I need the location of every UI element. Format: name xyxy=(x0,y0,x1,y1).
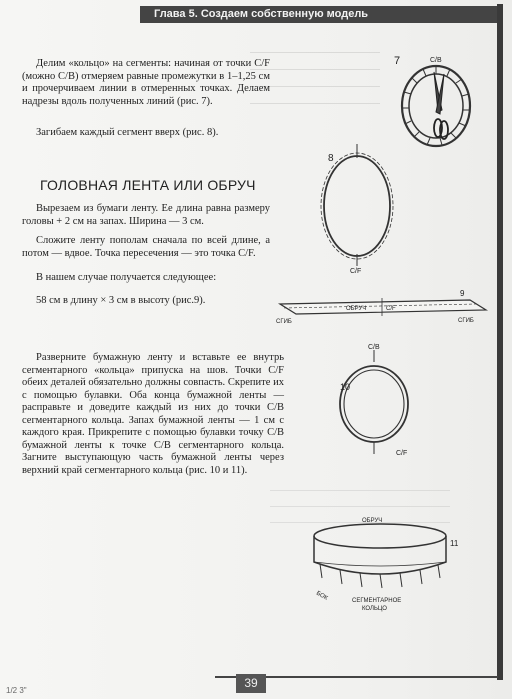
figure-9-label-left: СГИБ xyxy=(276,319,292,325)
figure-9-label-right: СГИБ xyxy=(458,318,474,324)
corner-mark: 1/2 3" xyxy=(6,686,27,695)
right-page-border xyxy=(497,4,503,680)
figure-10-label-cf: С/F xyxy=(396,450,408,457)
figure-9-number: 9 xyxy=(460,289,465,298)
page-number: 39 xyxy=(236,674,266,693)
figure-8-label-cf: С/F xyxy=(350,268,362,275)
figure-10-number: 10 xyxy=(340,382,351,392)
figure-11-label-top: ОБРУЧ xyxy=(362,518,383,524)
figure-9-label-center2: С/F xyxy=(386,306,396,312)
figure-11 xyxy=(300,508,480,618)
figure-9-label-center1: ОБРУЧ xyxy=(346,306,367,312)
figure-8 xyxy=(316,140,406,280)
paragraph-fold-strip: Сложите ленту пополам сначала по всей длине, а потом — вдвое. Точка пересечения — это точка С/F. xyxy=(22,235,270,259)
paragraph-assemble: Разверните бумажную ленту и вставьте ее внутрь сегментарного «кольца» припуска на шов. Точки С/F обеих деталей обязательно должны совпасть. Скрепите их с помощью булавки. Оба конца бумажной ленты — расправьте и доведите каждый из них до точки С/В сегментарного кольца. Запах бумажной ленты — 1 см с каждого края. Прикрепите с помощью булавки точку С/В бумажной ленты к точке С/В сегментарного кольца. Загните выступающую часть бумажной ленты через верхний край сегментарного кольца (рис. 10 и 11). xyxy=(22,352,284,476)
paragraph-segments: Делим «кольцо» на сегменты: начиная от точки С/F (можно С/В) отмеряем равные промежутки в 1–1,25 см и прочерчиваем линии в отмеренных точках. Делаем надрезы вдоль полученных линий (рис. 7). xyxy=(22,58,270,107)
paragraph-dimensions: 58 см в длину × 3 см в высоту (рис.9). xyxy=(36,295,206,306)
figure-11-label-side: БОК xyxy=(315,590,329,602)
figure-9 xyxy=(270,286,492,326)
figure-11-label-bottom2: КОЛЬЦО xyxy=(362,606,387,612)
figure-8-number: 8 xyxy=(328,153,334,164)
figure-7-number: 7 xyxy=(394,55,401,67)
figure-7-label-cb: С/В xyxy=(430,57,442,64)
figure-10 xyxy=(336,340,436,460)
chapter-header: Глава 5. Создаем собственную модель xyxy=(140,6,497,23)
figure-11-label-bottom1: СЕГМЕНТАРНОЕ xyxy=(352,598,402,604)
figure-10-label-cb: С/В xyxy=(368,344,380,351)
figure-11-number: 11 xyxy=(450,539,459,548)
paragraph-fold-up: Загибаем каждый сегмент вверх (рис. 8). xyxy=(36,127,219,138)
section-heading: ГОЛОВНАЯ ЛЕНТА ИЛИ ОБРУЧ xyxy=(40,177,256,193)
paragraph-result: В нашем случае получается следующее: xyxy=(36,272,217,283)
figure-7 xyxy=(392,52,482,154)
paragraph-cut-strip: Вырезаем из бумаги ленту. Ее длина равна размеру головы + 2 см на запах. Ширина — 3 см. xyxy=(22,203,270,227)
